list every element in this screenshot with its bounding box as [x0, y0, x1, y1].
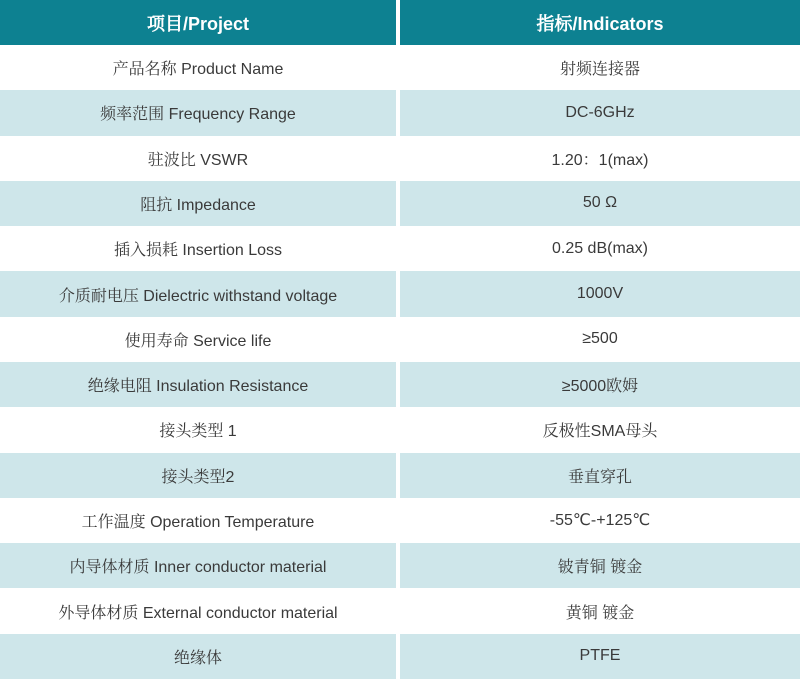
project-cell: 插入损耗 Insertion Loss: [0, 226, 400, 271]
indicator-cell: 射频连接器: [559, 61, 640, 79]
indicator-cell: ≥500: [582, 330, 618, 348]
indicator-cell: DC-6GHz: [565, 103, 635, 121]
table-row: [0, 588, 800, 633]
indicator-cell: 垂直穿孔: [567, 468, 632, 486]
project-cell: 外导体材质 External conductor material: [0, 588, 400, 633]
table-header-row: [0, 0, 800, 45]
table-row: [0, 407, 800, 452]
project-cell: 接头类型2: [0, 453, 400, 498]
table-row: [0, 543, 800, 588]
project-cell: 使用寿命 Service life: [0, 317, 400, 362]
table-row: [0, 498, 800, 543]
indicator-cell: 0.25 dB(max): [551, 239, 649, 257]
indicator-cell: 铍青铜 镀金: [557, 559, 643, 577]
table-row: [0, 45, 800, 90]
table-row: [0, 226, 800, 271]
project-cell: 介质耐电压 Dielectric withstand voltage: [0, 271, 400, 316]
project-cell: 阻抗 Impedance: [0, 181, 400, 226]
project-cell: 绝缘电阻 Insulation Resistance: [0, 362, 400, 407]
header-project: 项目/Project: [0, 0, 400, 45]
indicator-cell: 反极性SMA母头: [542, 423, 658, 441]
indicator-cell: PTFE: [579, 647, 621, 665]
table-row: [0, 634, 800, 679]
table-row: [0, 181, 800, 226]
project-cell: 频率范围 Frequency Range: [0, 90, 400, 135]
table-row: [0, 271, 800, 316]
project-cell: 驻波比 VSWR: [0, 136, 400, 181]
project-cell: 内导体材质 Inner conductor material: [0, 543, 400, 588]
indicator-cell: 1000V: [576, 285, 624, 303]
table-row: [0, 90, 800, 135]
project-cell: 绝缘体: [0, 634, 400, 679]
table-row: [0, 453, 800, 498]
indicator-cell: 1.20：1(max): [551, 151, 649, 169]
table-row: [0, 136, 800, 181]
project-cell: 工作温度 Operation Temperature: [0, 498, 400, 543]
indicator-cell: 黄铜 镀金: [565, 604, 635, 622]
table-row: [0, 317, 800, 362]
indicator-cell: ≥5000欧姆: [561, 378, 639, 396]
project-cell: 接头类型 1: [0, 407, 400, 452]
table-row: [0, 362, 800, 407]
project-cell: 产品名称 Product Name: [0, 45, 400, 90]
header-indicators: 指标/Indicators: [536, 13, 664, 34]
indicator-cell: -55℃-+125℃: [549, 512, 651, 530]
indicator-cell: 50 Ω: [582, 194, 618, 212]
